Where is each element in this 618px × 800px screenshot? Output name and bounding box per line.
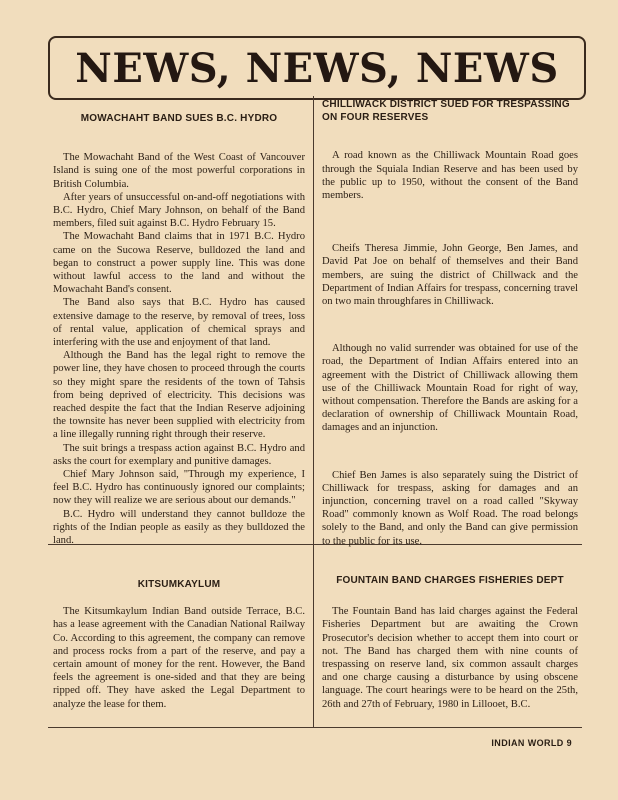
article-heading: KITSUMKAYLUM xyxy=(137,579,221,590)
article-chilliwack xyxy=(322,98,578,548)
article-heading: CHILLIWACK DISTRICT SUED FOR TRESPASSING ON FOUR RESERVES xyxy=(322,99,570,124)
paragraph: The Mowachaht Band of the West Coast of Vancouver Island is suing one of the most powerful corporations in British Columbia. xyxy=(53,152,305,190)
masthead-title: NEWS, NEWS, NEWS xyxy=(75,44,559,92)
article-fountain xyxy=(322,574,578,711)
paragraph: Although the Band has the legal right to remove the power line, they have chosen to proceed through the courts so they might spare the residents of the town of Tahsis from being deprived of electricity. This decisions was reached despite the fact that the Indian Reserve adjoining the townsite has never been supplied with electricity from a line illegally running right through their reserve. xyxy=(53,350,305,441)
paragraph: The Band also says that B.C. Hydro has caused extensive damage to the reserve, by removal of trees, loss of rental value, application of chemical sprays and interfering with the use and enjoyment of that land. xyxy=(53,297,305,349)
masthead-box xyxy=(48,36,586,100)
article-heading: FOUNTAIN BAND CHARGES FISHERIES DEPT xyxy=(336,575,564,586)
bottom-rule xyxy=(48,727,582,728)
paragraph: Although no valid surrender was obtained for use of the road, the Department of Indian Affairs entered into an agreement with the District of Chilliwack allowing them use of the Chilliwack Mountain Road for right of way, without compensation. Therefore the Bands are asking for a declaration of ownership of Chilliwack Mountain Road, damages and an injunction. xyxy=(322,343,578,434)
paragraph: The Fountain Band has laid charges against the Federal Fisheries Department but are awaiting the Crown Prosecutor's decision whether to accept them into court or not. The Band has charged them with nine counts of trespassing on reserve land, six common assault charges and one charge causing a disturbance by using obscene language. The court hearings were to be heard on the 25th, 26th and 27th of February, 1980 in Lillooet, B.C. xyxy=(322,606,578,710)
paragraph: The Kitsumkaylum Indian Band outside Terrace, B.C. has a lease agreement with the Canadian National Railway Co. According to this agreement, the company can remove and process rocks from a part of the reserve, and pay a certain amount of money for the rent. However, the Band feels the agreement is one-sided and that they are being ripped off. They have asked the Legal Department to analyze the lease for them. xyxy=(53,606,305,710)
article-heading: MOWACHAHT BAND SUES B.C. HYDRO xyxy=(80,113,278,124)
paragraph: Chief Mary Johnson said, "Through my experience, I feel B.C. Hydro has continuously ignored our complaints; now they will realize we are serious about our demands." xyxy=(53,469,305,507)
page-footer: INDIAN WORLD 9 xyxy=(491,738,572,748)
paragraph: After years of unsuccessful on-and-off negotiations with B.C. Hydro, Chief Mary Johnson, on behalf of the Band members, filed suit against B.C. Hydro February 15. xyxy=(53,191,305,230)
article-mowachaht xyxy=(53,112,305,547)
column-divider xyxy=(313,96,314,728)
paragraph: Chief Ben James is also separately suing the District of Chilliwack for trespass, asking for damages and an injunction, concerning travel on a road called "Skyway Road" commonly known as Wolf Road. The road belongs solely to the Band, and only the Band can give permission to the public for its use. xyxy=(322,469,578,547)
paragraph: The suit brings a trespass action against B.C. Hydro and asks the court for exemplary and punitive damages. xyxy=(53,442,305,467)
paragraph: A road known as the Chilliwack Mountain Road goes through the Squiala Indian Reserve and has been used by the public up to 1950, without the consent of the Band members. xyxy=(322,150,578,202)
paragraph: B.C. Hydro will understand they cannot bulldoze the rights of the Indian people as easily as they bulldozed the land. xyxy=(53,508,305,547)
paragraph: Cheifs Theresa Jimmie, John George, Ben James, and David Pat Joe on behalf of themselves and their Band members, are suing the district of Chillwack and the Department of Indian Affairs for trespass, concerning travel on two main throughfares in Chilliwack. xyxy=(322,243,578,308)
article-kitsumkaylum xyxy=(53,578,305,711)
paragraph: The Mowachaht Band claims that in 1971 B.C. Hydro came on the Sucowa Reserve, bulldozed the land and began to construct a power supply line. This was done without lawful access to the land and without the Mowachaht Band's consent. xyxy=(53,231,305,296)
